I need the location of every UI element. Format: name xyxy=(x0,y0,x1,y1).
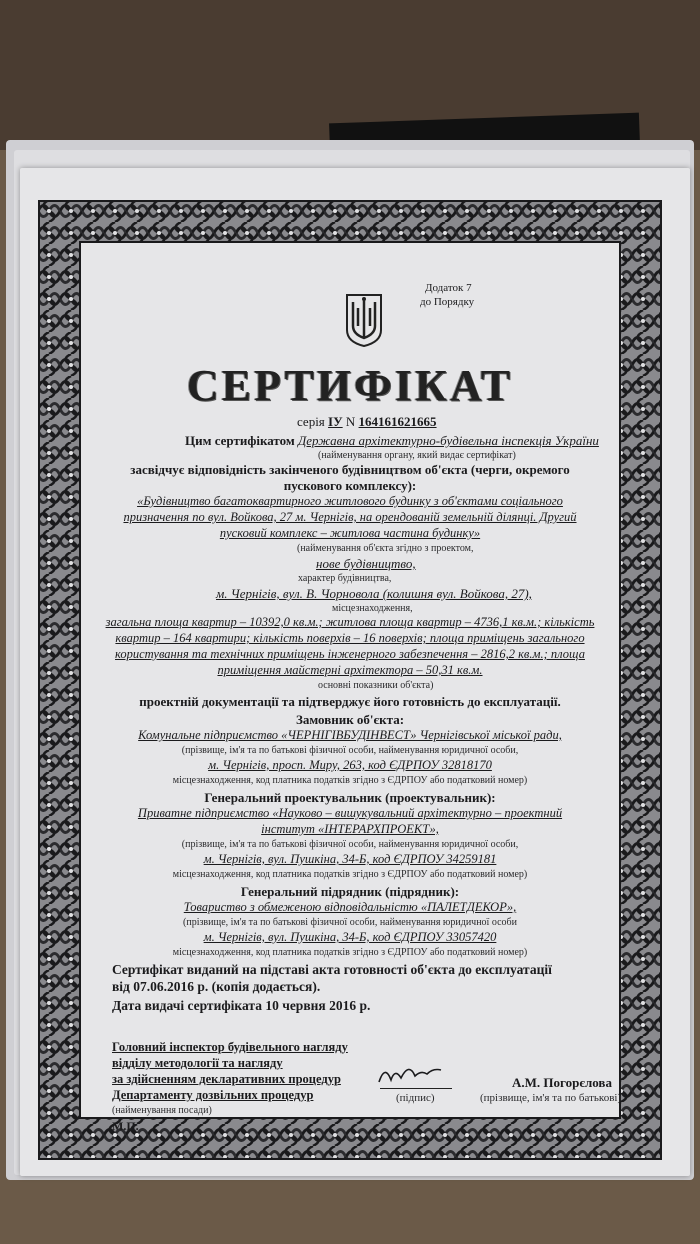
customer-caption1: (прізвище, ім'я та по батькові фізичної особи, найменування юридичної особи, xyxy=(181,745,519,756)
issuer-name: Державна архітектурно-будівельна інспекція України xyxy=(297,433,599,448)
nature-value: нове будівництво, xyxy=(316,556,416,571)
certificate-title: СЕРТИФІКАТ xyxy=(186,361,514,410)
indicators-caption: основні показники об'єкта) xyxy=(318,680,434,691)
location-caption: місцезнаходження, xyxy=(332,603,413,614)
customer-address: м. Чернігів, просп. Миру, 263, код ЄДРПОУ 32818170 xyxy=(208,758,492,772)
signatory-position-line3: за здійсненням декларативних процедур xyxy=(112,1072,341,1086)
indicators-line3: користування та технічних приміщень інженерного забезпечення – 2816,2 кв.м.; площа xyxy=(115,647,585,661)
basis-line2: від 07.06.2016 р. (копія додається). xyxy=(112,979,321,994)
indicators-line4: приміщення майстерні архітектора – 50,31 кв.м. xyxy=(217,663,483,677)
object-line2: призначення по вул. Войкова, 27 м. Чернігів, на орендованій земельній ділянці. Другий xyxy=(123,510,577,524)
contractor-name: Товариство з обмеженою відповідальністю «ПАЛЕТДЕКОР», xyxy=(183,900,517,914)
designer-caption1: (прізвище, ім'я та по батькові фізичної особи, найменування юридичної особи, xyxy=(181,839,519,850)
designer-caption2: місцезнаходження, код платника податків згідно з ЄДРПОУ або податковий номер) xyxy=(172,869,528,880)
signatory-position-line1: Головний інспектор будівельного нагляду xyxy=(112,1040,348,1054)
issuer-caption: (найменування органу, який видає сертифікат) xyxy=(318,450,516,461)
object-line1: «Будівництво багатоквартирного житлового будинку з об'єктами соціального xyxy=(137,494,563,508)
annex-line2: до Порядку xyxy=(420,296,475,308)
contractor-address: м. Чернігів, вул. Пушкіна, 34-Б, код ЄДРПОУ 33057420 xyxy=(203,930,497,944)
designer-heading: Генеральний проектувальник (проектувальник): xyxy=(204,790,496,805)
series-row xyxy=(297,414,437,430)
customer-name: Комунальне підприємство «ЧЕРНІГІВБУДІНВЕСТ» Чернігівської міської ради, xyxy=(138,728,562,742)
contractor-caption1: (прізвище, ім'я та по батькові фізичної особи, найменування юридичної особи xyxy=(183,917,517,928)
indicators-line2: квартир – 164 квартири; кількість поверхів – 16 поверхів; площа приміщень загального xyxy=(115,631,585,645)
location-value: м. Чернігів, вул. В. Чорновола (колишня вул. Войкова, 27), xyxy=(216,586,532,601)
issuer-prefix: Цим сертифікатом xyxy=(185,433,295,448)
stamp-place: М.П. xyxy=(112,1119,139,1133)
series-label: серія xyxy=(297,414,325,429)
certifies-line1: засвідчує відповідність закінченого будівництвом об'єкта (черги, окремого xyxy=(130,462,570,477)
handwritten-signature xyxy=(375,1060,445,1088)
customer-heading: Замовник об'єкта: xyxy=(295,712,405,727)
object-caption: (найменування об'єкта згідно з проектом, xyxy=(297,543,474,554)
customer-caption2: місцезнаходження, код платника податків згідно з ЄДРПОУ або податковий номер) xyxy=(172,775,528,786)
object-line3: пусковий комплекс – житлова частина будинку» xyxy=(219,526,481,540)
certifies-line2: пускового комплексу): xyxy=(283,478,417,493)
issue-date: Дата видачі сертифіката 10 червня 2016 р. xyxy=(112,998,371,1013)
position-caption: (найменування посади) xyxy=(112,1105,212,1116)
contractor-caption2: місцезнаходження, код платника податків згідно з ЄДРПОУ або податковий номер) xyxy=(172,947,528,958)
series-value: ІУ xyxy=(328,414,343,429)
signatory-position-line2: відділу методології та нагляду xyxy=(112,1056,283,1070)
designer-name1: Приватне підприємство «Науково – вишукувальний архітектурно – проектний xyxy=(137,806,563,820)
designer-name2: інститут «ІНТЕРАРХПРОЕКТ», xyxy=(261,822,439,836)
designer-address: м. Чернігів, вул. Пушкіна, 34-Б, код ЄДРПОУ 34259181 xyxy=(203,852,497,866)
signature-caption: (підпис) xyxy=(396,1092,435,1104)
trident-coat-of-arms-icon xyxy=(344,292,384,348)
nature-caption: характер будівництва, xyxy=(298,573,392,584)
basis-line1: Сертифікат виданий на підставі акта готовності об'єкта до експлуатації xyxy=(112,962,552,977)
series-number: 164161621665 xyxy=(358,414,437,429)
signatory-position-line4: Департаменту дозвільних процедур xyxy=(112,1088,314,1102)
indicators-line1: загальна площа квартир – 10392,0 кв.м.; житлова площа квартир – 4736,1 кв.м.; кількість xyxy=(105,615,595,629)
annex-line1: Додаток 7 xyxy=(425,282,472,294)
contractor-heading: Генеральний підрядник (підрядник): xyxy=(240,884,460,899)
conformity-statement: проектній документації та підтверджує його готовність до експлуатації. xyxy=(139,694,561,709)
issuer-row xyxy=(185,433,599,449)
signature-line xyxy=(380,1088,452,1089)
series-n-label: N xyxy=(345,414,356,429)
signatory-name: А.М. Погорєлова xyxy=(512,1075,612,1090)
signatory-name-caption: (прізвище, ім'я та по батькові) xyxy=(480,1092,622,1104)
